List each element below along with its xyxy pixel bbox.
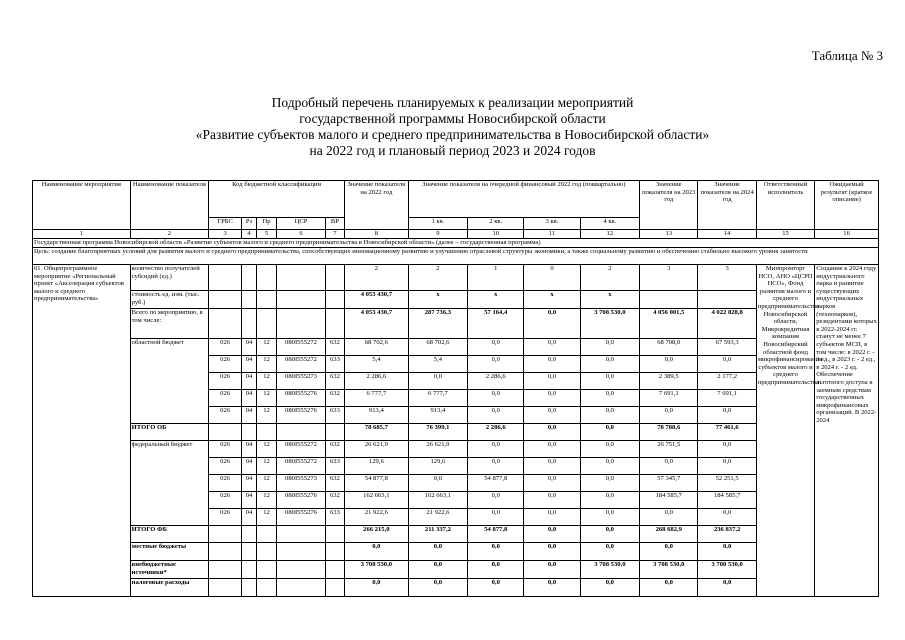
value-cell: 0,0 (408, 475, 467, 492)
budget-code-cell: 080I555273 (277, 475, 326, 492)
budget-code-cell: 12 (256, 339, 276, 356)
value-cell: 0,0 (640, 356, 698, 373)
budget-code-cell: 04 (242, 390, 257, 407)
budget-code-cell: 080I555272 (277, 458, 326, 475)
value-cell: 184 585,7 (698, 492, 756, 509)
value-cell: 54 877,8 (468, 526, 524, 543)
budget-code-cell: 12 (256, 390, 276, 407)
col-number: 16 (815, 230, 879, 239)
value-cell: x (408, 291, 467, 309)
col-number: 8 (345, 230, 409, 239)
table-row (33, 424, 879, 441)
value-cell: 0,0 (524, 579, 580, 597)
value-cell: 0,0 (698, 441, 756, 458)
budget-code-cell: 080I555273 (277, 373, 326, 390)
col-number: 6 (277, 230, 326, 239)
empty-cell (209, 424, 242, 441)
value-cell: 266 215,0 (345, 526, 409, 543)
budget-code-cell: 026 (209, 339, 242, 356)
budget-code-cell: 04 (242, 356, 257, 373)
empty-cell (325, 291, 344, 309)
col-number: 7 (325, 230, 344, 239)
budget-code-cell: 026 (209, 441, 242, 458)
empty-cell (256, 579, 276, 597)
value-cell: 26 751,5 (640, 441, 698, 458)
value-cell: 0,0 (580, 543, 639, 561)
budget-code-cell: 633 (325, 356, 344, 373)
value-cell: 0,0 (524, 309, 580, 339)
empty-cell (242, 526, 257, 543)
value-cell: 0,0 (580, 509, 639, 526)
value-cell: 0,0 (468, 356, 524, 373)
table-row (33, 579, 879, 597)
value-cell: 0,0 (580, 407, 639, 424)
budget-code-cell: 026 (209, 458, 242, 475)
value-cell: 0,0 (698, 579, 756, 597)
value-cell: 0,0 (408, 373, 467, 390)
col-subheader: 2 кв. (468, 218, 524, 230)
value-cell: 5,4 (408, 356, 467, 373)
value-cell: 3 708 530,0 (640, 561, 698, 579)
budget-code-cell: 04 (242, 475, 257, 492)
table-number-label: Таблица № 3 (811, 48, 883, 63)
budget-code-cell: 12 (256, 509, 276, 526)
value-cell: x (468, 291, 524, 309)
value-cell: 0,0 (468, 579, 524, 597)
value-cell: 57 345,7 (640, 475, 698, 492)
empty-cell (256, 265, 276, 291)
value-cell: 2 286,6 (468, 373, 524, 390)
budget-code-cell: 080I555272 (277, 339, 326, 356)
col-subheader: 1 кв. (408, 218, 467, 230)
table-row (33, 309, 879, 339)
events-table (32, 180, 879, 597)
column-number-row (33, 230, 879, 239)
budget-code-cell: 080I555272 (277, 441, 326, 458)
budget-code-cell: 04 (242, 458, 257, 475)
value-cell: 2 389,5 (640, 373, 698, 390)
empty-cell (256, 291, 276, 309)
value-cell: 0,0 (524, 492, 580, 509)
indicator-label: стоимость ед. изм. (тыс. руб.) (130, 291, 209, 309)
col-subheader: ГРБС (209, 218, 242, 230)
value-cell: 6 777,7 (345, 390, 409, 407)
budget-code-cell: 12 (256, 356, 276, 373)
value-cell: 0,0 (698, 458, 756, 475)
value-cell: 0,0 (580, 356, 639, 373)
value-cell: 0,0 (468, 561, 524, 579)
value-cell: 3 708 530,0 (580, 309, 639, 339)
header-row (33, 181, 879, 218)
col-subheader: 4 кв. (580, 218, 639, 230)
value-cell: 78 685,7 (345, 424, 409, 441)
value-cell: 0,0 (640, 458, 698, 475)
value-cell: 0,0 (524, 526, 580, 543)
value-cell: 2 177,2 (698, 373, 756, 390)
empty-cell (277, 543, 326, 561)
value-cell: 2 286,6 (345, 373, 409, 390)
heading-line: государственной программы Новосибирской области (299, 111, 606, 126)
value-cell: 0,0 (524, 441, 580, 458)
col-number: 12 (580, 230, 639, 239)
col-header: Значение показателя на очередной финансовый 2022 год (поквартально) (408, 181, 639, 218)
value-cell: 236 837,2 (698, 526, 756, 543)
col-header: Ожидаемый результат (краткое описание) (815, 181, 879, 230)
empty-cell (209, 561, 242, 579)
col-header: Значение показателя на 2023 год (640, 181, 698, 230)
col-header: Наименование показателя (130, 181, 209, 230)
budget-code-cell: 080I555276 (277, 509, 326, 526)
budget-code-cell: 026 (209, 390, 242, 407)
value-cell: x (580, 291, 639, 309)
empty-cell (325, 526, 344, 543)
value-cell: 0,0 (468, 339, 524, 356)
value-cell: 68 708,0 (640, 339, 698, 356)
col-header: Ответственный исполнитель (756, 181, 814, 230)
expected-result: Создание к 2024 году индустриального парка и развитие существующих индустриальных парков (технопарков), резидентами которых в 2022-2024 гг. станут не менее 7 субъектов МСП, в том числе: в 2022 г. - 3 ед., в 2023 г. - 2 ед., в 2024 г. - 2 ед. Обеспечение льготного доступа к заемным средствам государственных микрофинансовых организаций. В 2022-2024 (815, 265, 879, 597)
empty-cell (277, 291, 326, 309)
empty-cell (209, 265, 242, 291)
budget-code-cell: 080I555276 (277, 407, 326, 424)
value-cell: 211 337,2 (408, 526, 467, 543)
empty-cell (325, 265, 344, 291)
empty-cell (209, 543, 242, 561)
empty-cell (256, 309, 276, 339)
indicator-label: количество получателей субсидий (ед.) (130, 265, 209, 291)
value-cell: 0,0 (468, 509, 524, 526)
value-cell: 77 461,6 (698, 424, 756, 441)
budget-label: федеральный бюджет (130, 441, 209, 526)
value-cell: 129,6 (345, 458, 409, 475)
value-cell: 913,4 (345, 407, 409, 424)
value-cell: 0,0 (524, 424, 580, 441)
value-cell: 54 877,8 (468, 475, 524, 492)
program-row (33, 239, 879, 248)
budget-code-cell: 632 (325, 390, 344, 407)
value-cell: 3 708 530,0 (698, 561, 756, 579)
value-cell: 0,0 (468, 492, 524, 509)
col-number: 13 (640, 230, 698, 239)
budget-code-cell: 632 (325, 339, 344, 356)
value-cell: 0,0 (640, 509, 698, 526)
value-cell: 2 (580, 265, 639, 291)
value-cell: 0,0 (580, 339, 639, 356)
value-cell: 0,0 (580, 458, 639, 475)
col-number: 14 (698, 230, 756, 239)
value-cell: 3 708 530,0 (580, 561, 639, 579)
value-cell: 3 708 530,0 (345, 561, 409, 579)
value-cell: 0,0 (524, 543, 580, 561)
empty-cell (242, 543, 257, 561)
empty-cell (277, 526, 326, 543)
value-cell: 0,0 (345, 543, 409, 561)
budget-code-cell: 026 (209, 475, 242, 492)
value-cell: 26 621,9 (408, 441, 467, 458)
value-cell: 4 053 430,7 (345, 291, 409, 309)
value-cell: 0,0 (698, 509, 756, 526)
heading-line: «Развитие субъектов малого и среднего предпринимательства в Новосибирской области» (195, 127, 710, 142)
budget-code-cell: 632 (325, 441, 344, 458)
col-header: Код бюджетной классификации (209, 181, 345, 218)
budget-code-cell: 026 (209, 407, 242, 424)
col-number: 1 (33, 230, 131, 239)
value-cell: 76 399,1 (408, 424, 467, 441)
value-cell: 913,4 (408, 407, 467, 424)
event-name: 01. Общепрограммное мероприятие «Региональный проект «Акселерация субъектов малого и среднего предпринимательства» (33, 265, 131, 597)
col-header: Наименование мероприятия (33, 181, 131, 230)
budget-code-cell: 632 (325, 475, 344, 492)
budget-code-cell: 026 (209, 492, 242, 509)
col-number: 9 (408, 230, 467, 239)
value-cell: 0 (524, 265, 580, 291)
table-row (33, 265, 879, 291)
col-number: 11 (524, 230, 580, 239)
budget-code-cell: 04 (242, 339, 257, 356)
value-cell: 0,0 (468, 458, 524, 475)
empty-cell (277, 309, 326, 339)
value-cell: 0,0 (580, 526, 639, 543)
budget-code-cell: 633 (325, 407, 344, 424)
budget-label: областной бюджет (130, 339, 209, 424)
empty-cell (325, 561, 344, 579)
value-cell: 0,0 (524, 475, 580, 492)
budget-code-cell: 04 (242, 441, 257, 458)
table-row (33, 339, 879, 356)
value-cell: 0,0 (524, 561, 580, 579)
empty-cell (242, 309, 257, 339)
value-cell: 2 286,6 (468, 424, 524, 441)
value-cell: 0,0 (640, 543, 698, 561)
empty-cell (242, 291, 257, 309)
value-cell: 0,0 (408, 579, 467, 597)
col-subheader: ЦСР (277, 218, 326, 230)
budget-code-cell: 12 (256, 407, 276, 424)
budget-code-cell: 04 (242, 509, 257, 526)
col-number: 3 (209, 230, 242, 239)
empty-cell (325, 579, 344, 597)
value-cell: 0,0 (345, 579, 409, 597)
budget-code-cell: 633 (325, 509, 344, 526)
empty-cell (325, 543, 344, 561)
value-cell: 4 022 828,8 (698, 309, 756, 339)
col-subheader: Рз (242, 218, 257, 230)
value-cell: 184 585,7 (640, 492, 698, 509)
empty-cell (209, 526, 242, 543)
value-cell: 67 593,3 (698, 339, 756, 356)
value-cell: 0,0 (580, 390, 639, 407)
budget-code-cell: 12 (256, 373, 276, 390)
value-cell: 3 (640, 265, 698, 291)
value-cell (640, 291, 698, 309)
value-cell: 0,0 (468, 543, 524, 561)
col-header: Значение показателя на 2024 год (698, 181, 756, 230)
budget-code-cell: 12 (256, 458, 276, 475)
value-cell: 0,0 (524, 509, 580, 526)
value-cell: 0,0 (408, 561, 467, 579)
source-label: налоговые расходы (130, 579, 209, 597)
value-cell: 57 164,4 (468, 309, 524, 339)
responsible-executor: Минпромторг НСО, АНО «ЦСРП НСО», Фонд развития малого и среднего предпринимательства Новосибирской области, Микрокредитная компания Новосибирский областной фонд микрофинансирования субъектов малого и среднего предпринимательства (756, 265, 814, 597)
goal-text: Цель: создание благоприятных условий для развития малого и среднего предпринимательства, способствующих инновационному развитию и улучшению отраслевой структуры экономики, а также социальному развитию и обеспечению стабильно высокого уровня занятости (33, 248, 879, 265)
budget-code-cell: 04 (242, 407, 257, 424)
heading-line: Подробный перечень планируемых к реализации мероприятий (271, 95, 634, 110)
value-cell: 54 877,8 (345, 475, 409, 492)
source-label: внебюджетные источники* (130, 561, 209, 579)
empty-cell (242, 265, 257, 291)
budget-code-cell: 080I555272 (277, 356, 326, 373)
col-subheader: Пр (256, 218, 276, 230)
value-cell: 7 691,1 (698, 390, 756, 407)
value-cell: 0,0 (468, 441, 524, 458)
value-cell (698, 291, 756, 309)
value-cell: 0,0 (640, 407, 698, 424)
value-cell: 4 053 430,7 (345, 309, 409, 339)
budget-code-cell: 080I555276 (277, 390, 326, 407)
value-cell: 0,0 (524, 356, 580, 373)
value-cell: 129,6 (408, 458, 467, 475)
empty-cell (277, 561, 326, 579)
value-cell: 162 663,1 (408, 492, 467, 509)
value-cell: 52 251,5 (698, 475, 756, 492)
value-cell: 0,0 (698, 543, 756, 561)
empty-cell (209, 309, 242, 339)
budget-code-cell: 04 (242, 373, 257, 390)
value-cell: 5,4 (345, 356, 409, 373)
value-cell: 0,0 (580, 373, 639, 390)
budget-code-cell: 026 (209, 509, 242, 526)
value-cell: 162 663,1 (345, 492, 409, 509)
col-number: 15 (756, 230, 814, 239)
value-cell: 6 777,7 (408, 390, 467, 407)
empty-cell (256, 424, 276, 441)
budget-code-cell: 080I555276 (277, 492, 326, 509)
value-cell: 0,0 (468, 407, 524, 424)
total-label: ИТОГО ОБ (130, 424, 209, 441)
table-row (33, 441, 879, 458)
value-cell: 0,0 (640, 579, 698, 597)
value-cell: 68 702,6 (345, 339, 409, 356)
value-cell: 0,0 (698, 407, 756, 424)
value-cell: 3 (698, 265, 756, 291)
value-cell: 7 691,1 (640, 390, 698, 407)
col-header: Значение показателя на 2022 год (345, 181, 409, 230)
empty-cell (325, 309, 344, 339)
goal-row (33, 248, 879, 265)
empty-cell (242, 579, 257, 597)
value-cell: 0,0 (580, 441, 639, 458)
value-cell: 0,0 (580, 475, 639, 492)
value-cell: 0,0 (580, 492, 639, 509)
total-label: ИТОГО ФБ (130, 526, 209, 543)
empty-cell (325, 424, 344, 441)
empty-cell (277, 265, 326, 291)
col-number: 10 (468, 230, 524, 239)
empty-cell (242, 561, 257, 579)
budget-code-cell: 026 (209, 356, 242, 373)
empty-cell (242, 424, 257, 441)
value-cell: 0,0 (524, 390, 580, 407)
value-cell: 78 788,6 (640, 424, 698, 441)
empty-cell (209, 291, 242, 309)
table-row (33, 291, 879, 309)
budget-code-cell: 026 (209, 373, 242, 390)
value-cell: 4 056 001,5 (640, 309, 698, 339)
empty-cell (256, 543, 276, 561)
budget-code-cell: 632 (325, 373, 344, 390)
value-cell: 21 922,6 (345, 509, 409, 526)
budget-code-cell: 04 (242, 492, 257, 509)
table-row (33, 543, 879, 561)
value-cell: 0,0 (698, 356, 756, 373)
source-label: местные бюджеты (130, 543, 209, 561)
value-cell: 0,0 (580, 424, 639, 441)
budget-code-cell: 12 (256, 475, 276, 492)
value-cell: 0,0 (408, 543, 467, 561)
col-subheader: 3 кв. (524, 218, 580, 230)
value-cell: 0,0 (580, 579, 639, 597)
value-cell: 0,0 (468, 390, 524, 407)
value-cell: 0,0 (524, 407, 580, 424)
value-cell: 2 (345, 265, 409, 291)
value-cell: x (524, 291, 580, 309)
value-cell: 1 (468, 265, 524, 291)
value-cell: 0,0 (524, 373, 580, 390)
heading-line: на 2022 год и плановый период 2023 и 2024 годов (309, 143, 596, 158)
document-heading (0, 95, 905, 159)
empty-cell (256, 526, 276, 543)
budget-code-cell: 633 (325, 458, 344, 475)
empty-cell (277, 579, 326, 597)
value-cell: 287 736,3 (408, 309, 467, 339)
value-cell: 2 (408, 265, 467, 291)
value-cell: 21 922,6 (408, 509, 467, 526)
budget-code-cell: 12 (256, 441, 276, 458)
indicator-label: Всего по мероприятию, в том числе: (130, 309, 209, 339)
table-row (33, 526, 879, 543)
col-number: 4 (242, 230, 257, 239)
value-cell: 26 621,9 (345, 441, 409, 458)
empty-cell (277, 424, 326, 441)
empty-cell (256, 561, 276, 579)
value-cell: 268 682,9 (640, 526, 698, 543)
value-cell: 68 702,6 (408, 339, 467, 356)
col-subheader: ВР (325, 218, 344, 230)
col-number: 2 (130, 230, 209, 239)
col-number: 5 (256, 230, 276, 239)
value-cell: 0,0 (524, 339, 580, 356)
budget-code-cell: 12 (256, 492, 276, 509)
value-cell: 0,0 (524, 458, 580, 475)
budget-code-cell: 632 (325, 492, 344, 509)
empty-cell (209, 579, 242, 597)
table-row (33, 561, 879, 579)
program-title: Государственная программа Новосибирской области «Развитие субъектов малого и среднего предпринимательства в Новосибирской области» (далее – государственная программа) (33, 239, 879, 248)
